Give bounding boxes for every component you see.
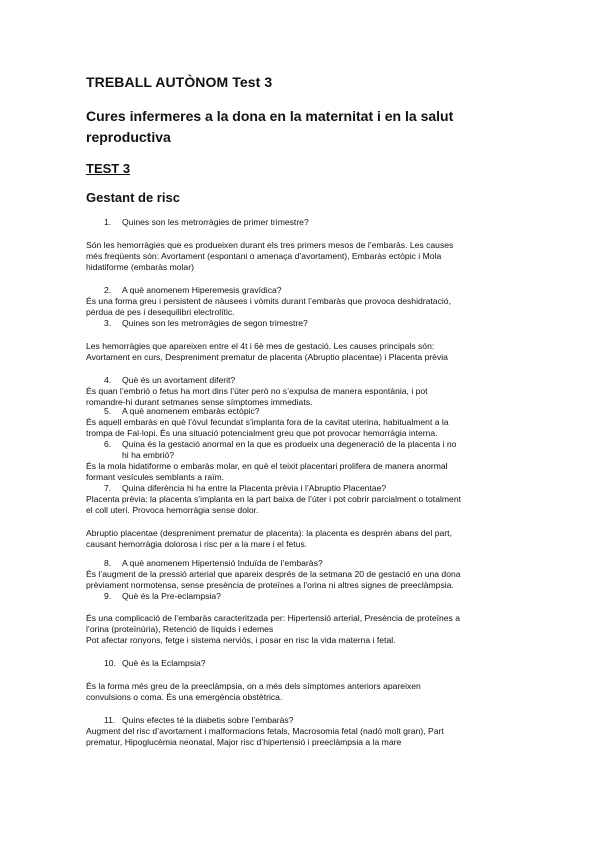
answer-9-line-1: És una complicació de l’embaràs caracteritzada per: Hipertensió arterial, Presència de proteïnes a	[86, 613, 461, 623]
question-6: 6. Quina és la gestació anormal en la que es produeix una degeneració de la placenta i no	[104, 439, 457, 449]
question-1: 1. Quines son les metrorràgies de primer trimestre?	[104, 217, 309, 227]
answer-10-line-2: convulsions o coma. És una emergència obstètrica.	[86, 692, 283, 702]
answer-2-line-2: pèrdua de pes i desequilibri electrolític.	[86, 307, 235, 317]
answer-4-line-2: romandre-hi durant setmanes sense símptomes immediats.	[86, 397, 313, 407]
question-3: 3. Quines son les metrorràgies de segon trimestre?	[104, 318, 308, 328]
question-10: 10. Què és la Eclampsia?	[104, 658, 206, 668]
answer-1-line-2: més freqüents són: Avortament (espontani o amenaça d’avortament), Embaràs ectòpic i Mola	[86, 251, 442, 261]
answer-6-line-2: formant vesícules semblants a raïm.	[86, 472, 225, 482]
answer-7-line-1: Placenta prèvia: la placenta s’implanta en la part baixa de l’úter i pot cobrir parcialment o totalment	[86, 494, 461, 504]
question-5: 5. A què anomenem embaràs ectòpic?	[104, 406, 260, 416]
question-9: 9. Què és la Pre-eclampsia?	[104, 591, 221, 601]
answer-5-line-1: És aquell embaràs en què l’òvul fecundat s’implanta fora de la cavitat uterina, habitualment a la	[86, 417, 449, 427]
answer-4-line-1: És quan l’embrió o fetus ha mort dins l’úter però no s’expulsa de manera espontània, i pot	[86, 386, 428, 396]
question-6-line-2: hi ha embrió?	[122, 450, 175, 460]
answer-3-line-2: Avortament en curs, Despreniment prematur de placenta (Abruptio placentae) i Placenta prèvia	[86, 352, 448, 362]
answer-8-line-1: És l’augment de la pressió arterial que apareix després de la setmana 20 de gestació en una dona	[86, 569, 461, 579]
answer-9-line-2: l’orina (proteïnúria), Retenció de líquids i edemes	[86, 624, 274, 634]
answer-10-line-1: És la forma més greu de la preeclàmpsia, on a més dels símptomes anteriors apareixen	[86, 681, 421, 691]
question-8: 8. A què anomenem Hipertensió Induïda de l’embaràs?	[104, 558, 323, 568]
test-label: TEST 3	[86, 161, 131, 176]
answer-1-line-1: Són les hemorràgies que es produeixen durant els tres primers mesos de l’embaràs. Les causes	[86, 240, 454, 250]
answer-7-line-2: el coll uterí. Provoca hemorràgia sense dolor.	[86, 505, 259, 515]
answer-11-line-1: Augment del risc d’avortament i malformacions fetals, Macrosomia fetal (nadó molt gran), Part	[86, 726, 444, 736]
answer-9-line-3: Pot afectar ronyons, fetge i sistema nerviós, i posar en risc la vida materna i fetal.	[86, 635, 396, 645]
answer-7-extra-line-1: Abruptio placentae (despreniment prematur de placenta): la placenta es desprèn abans del part,	[86, 528, 452, 538]
answer-5-line-2: trompa de Fal·lopi. És una situació potencialment greu que pot provocar hemorràgia interna.	[86, 428, 438, 438]
answer-11-line-2: prematur, Hipoglucèmia neonatal, Major risc d’hipertensió i preeclàmpsia a la mare	[86, 737, 402, 747]
answer-7-extra-line-2: causant hemorràgia dolorosa i risc per a la mare i el fetus.	[86, 539, 308, 549]
document-title: TREBALL AUTÒNOM Test 3	[86, 74, 273, 90]
section-heading: Gestant de risc	[86, 190, 180, 205]
answer-2-line-1: És una forma greu i persistent de nàusees i vòmits durant l’embaràs que provoca deshidratació,	[86, 296, 451, 306]
answer-3-line-1: Les hemorràgies que apareixen entre el 4t i 6è mes de gestació. Les causes principals són:	[86, 341, 435, 351]
question-11: 11. Quins efectes té la diabetis sobre l’embaràs?	[104, 715, 294, 725]
answer-8-line-2: prèviament normotensa, sense presència de proteïnes a l’orina ni altres signes de preeclàmpsia.	[86, 580, 454, 590]
question-7: 7. Quina diferència hi ha entre la Placenta prèvia i l’Abruptio Placentae?	[104, 483, 387, 493]
question-2: 2. A què anomenem Hiperemesis gravídica?	[104, 285, 282, 295]
answer-6-line-1: És la mola hidatiforme o embaràs molar, en què el teixit placentari prolifera de manera anormal	[86, 461, 448, 471]
document-subtitle: Cures infermeres a la dona en la maternitat i en la salut reproductiva	[86, 108, 454, 145]
answer-1-line-3: hidatiforme (embaràs molar)	[86, 262, 194, 272]
question-4: 4. Què és un avortament diferit?	[104, 375, 236, 385]
